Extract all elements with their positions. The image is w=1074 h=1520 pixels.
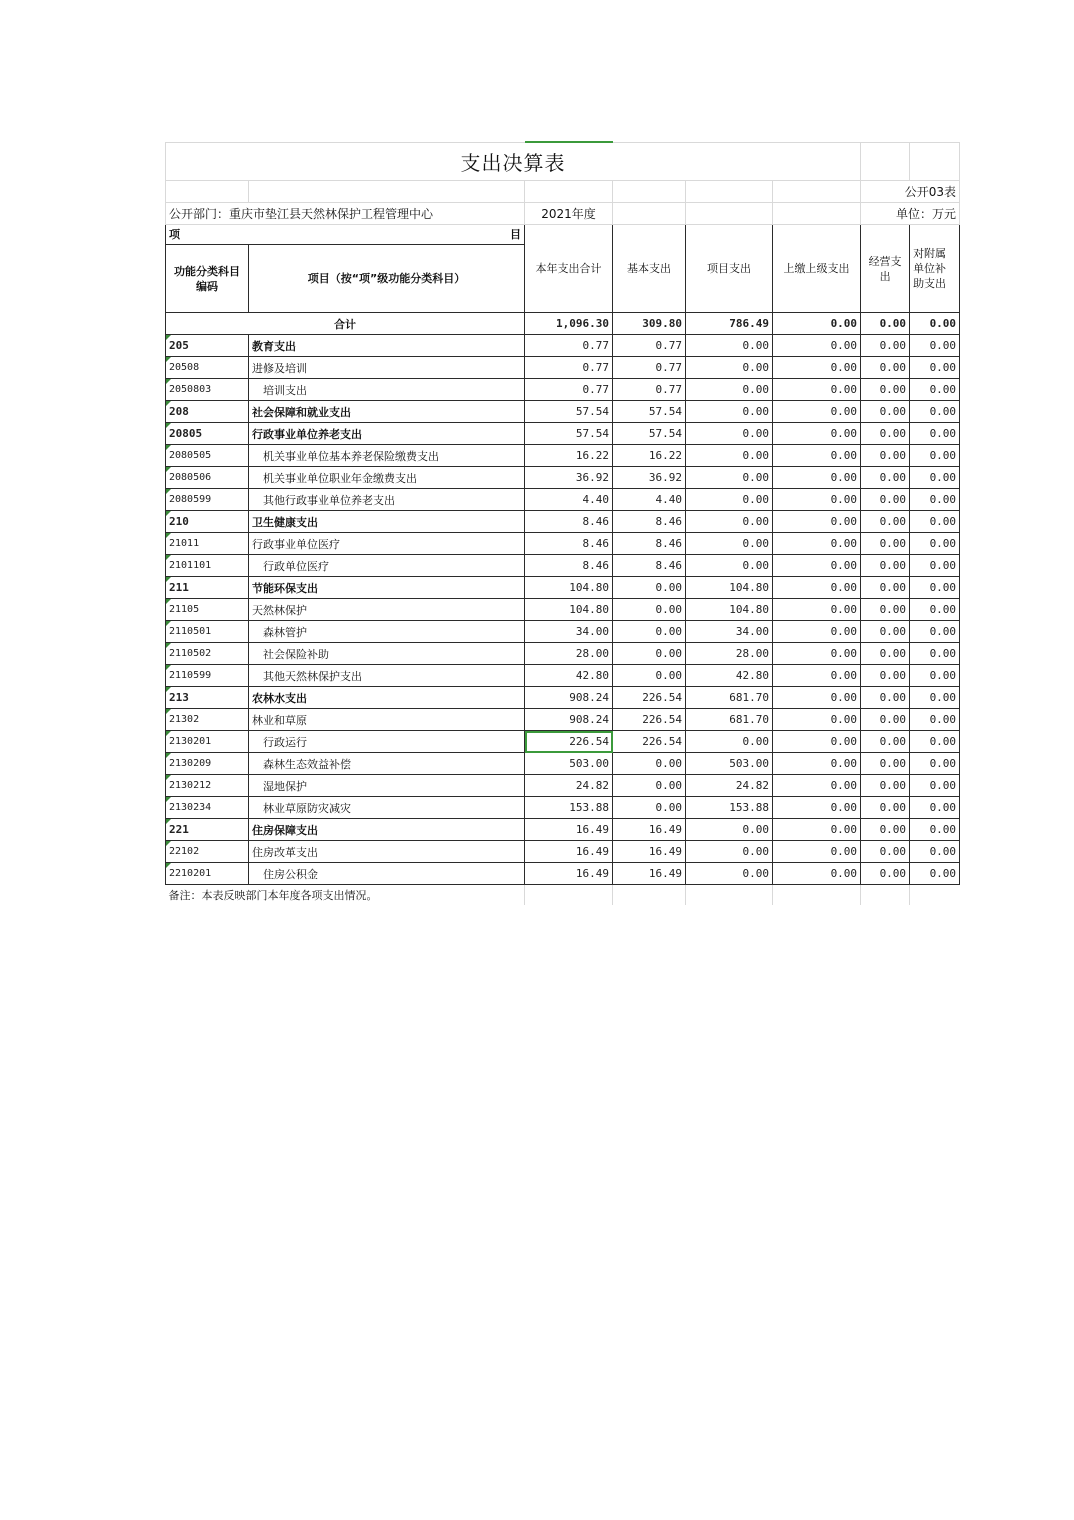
name-cell[interactable]: 机关事业单位职业年金缴费支出 <box>249 467 525 489</box>
value-cell[interactable]: 0.00 <box>861 841 910 863</box>
spreadsheet <box>165 142 959 905</box>
value-cell[interactable]: 0.00 <box>686 555 773 577</box>
value-cell[interactable]: 0.77 <box>613 379 686 401</box>
value-cell[interactable]: 681.70 <box>686 687 773 709</box>
value-cell[interactable]: 0.00 <box>686 511 773 533</box>
value-cell[interactable]: 16.49 <box>525 841 613 863</box>
value-cell[interactable]: 0.00 <box>910 445 960 467</box>
name-cell[interactable]: 其他行政事业单位养老支出 <box>249 489 525 511</box>
value-cell[interactable]: 0.00 <box>773 357 861 379</box>
code-cell[interactable]: 213 <box>166 687 249 709</box>
code-cell[interactable]: 2110502 <box>166 643 249 665</box>
table-row <box>166 841 960 863</box>
value-cell[interactable]: 0.00 <box>686 489 773 511</box>
value-cell[interactable]: 0.00 <box>861 555 910 577</box>
total-cell[interactable]: 0.00 <box>773 313 861 335</box>
value-cell[interactable]: 0.00 <box>861 489 910 511</box>
code-cell[interactable]: 2130212 <box>166 775 249 797</box>
table-row <box>166 819 960 841</box>
value-cell[interactable]: 0.00 <box>613 643 686 665</box>
form-number: 公开03表 <box>861 181 960 203</box>
code-cell[interactable]: 20805 <box>166 423 249 445</box>
name-cell[interactable]: 其他天然林保护支出 <box>249 665 525 687</box>
value-cell[interactable]: 226.54 <box>613 687 686 709</box>
name-cell[interactable]: 培训支出 <box>249 379 525 401</box>
table-row <box>166 357 960 379</box>
header-subsidy: 对附属单位补助支出 <box>910 225 960 313</box>
value-cell[interactable]: 0.77 <box>525 357 613 379</box>
name-cell[interactable]: 行政单位医疗 <box>249 555 525 577</box>
table-row <box>166 489 960 511</box>
table-row <box>166 863 960 885</box>
code-cell[interactable]: 22102 <box>166 841 249 863</box>
name-cell[interactable]: 天然林保护 <box>249 599 525 621</box>
value-cell[interactable]: 0.00 <box>910 401 960 423</box>
value-cell[interactable]: 226.54 <box>613 731 686 753</box>
value-cell[interactable]: 0.00 <box>773 709 861 731</box>
value-cell[interactable]: 0.00 <box>686 467 773 489</box>
value-cell[interactable]: 8.46 <box>525 511 613 533</box>
department-label: 公开部门：重庆市垫江县天然林保护工程管理中心 <box>166 203 525 225</box>
table-row <box>166 731 960 753</box>
header-upper: 上缴上级支出 <box>773 225 861 313</box>
header-project: 项目支出 <box>686 225 773 313</box>
value-cell[interactable]: 0.00 <box>910 621 960 643</box>
value-cell[interactable]: 0.00 <box>861 797 910 819</box>
name-cell[interactable]: 住房改革支出 <box>249 841 525 863</box>
value-cell[interactable]: 36.92 <box>525 467 613 489</box>
table-row <box>166 379 960 401</box>
value-cell[interactable]: 0.00 <box>910 841 960 863</box>
name-cell[interactable]: 住房保障支出 <box>249 819 525 841</box>
table-row <box>166 621 960 643</box>
value-cell[interactable]: 0.00 <box>861 687 910 709</box>
code-cell[interactable]: 2110501 <box>166 621 249 643</box>
value-cell[interactable]: 8.46 <box>525 533 613 555</box>
value-cell[interactable]: 0.00 <box>773 489 861 511</box>
code-cell[interactable]: 2101101 <box>166 555 249 577</box>
value-cell[interactable]: 0.00 <box>686 445 773 467</box>
value-cell[interactable]: 0.00 <box>910 643 960 665</box>
code-cell[interactable]: 2050803 <box>166 379 249 401</box>
value-cell[interactable]: 0.00 <box>613 775 686 797</box>
value-cell[interactable]: 0.00 <box>910 489 960 511</box>
table-row <box>166 511 960 533</box>
code-cell[interactable]: 21105 <box>166 599 249 621</box>
value-cell[interactable]: 16.22 <box>525 445 613 467</box>
value-cell[interactable]: 0.00 <box>686 533 773 555</box>
name-cell[interactable]: 森林管护 <box>249 621 525 643</box>
page-title: 支出决算表 <box>166 143 861 181</box>
code-cell[interactable]: 2210201 <box>166 863 249 885</box>
value-cell[interactable]: 0.00 <box>773 665 861 687</box>
value-cell[interactable]: 153.88 <box>525 797 613 819</box>
value-cell[interactable]: 57.54 <box>613 401 686 423</box>
value-cell[interactable]: 0.00 <box>861 511 910 533</box>
code-cell[interactable]: 211 <box>166 577 249 599</box>
value-cell[interactable]: 57.54 <box>525 423 613 445</box>
code-cell[interactable]: 2080505 <box>166 445 249 467</box>
value-cell[interactable]: 24.82 <box>525 775 613 797</box>
value-cell[interactable]: 8.46 <box>525 555 613 577</box>
value-cell[interactable]: 42.80 <box>525 665 613 687</box>
value-cell[interactable]: 0.00 <box>773 819 861 841</box>
column-selection-marker <box>525 141 613 143</box>
value-cell[interactable]: 8.46 <box>613 533 686 555</box>
unit-label: 单位：万元 <box>861 203 960 225</box>
value-cell[interactable]: 0.00 <box>773 621 861 643</box>
value-cell[interactable]: 0.00 <box>910 577 960 599</box>
name-cell[interactable]: 行政事业单位养老支出 <box>249 423 525 445</box>
value-cell[interactable]: 0.00 <box>910 797 960 819</box>
name-cell[interactable]: 卫生健康支出 <box>249 511 525 533</box>
value-cell[interactable]: 28.00 <box>525 643 613 665</box>
code-cell[interactable]: 20508 <box>166 357 249 379</box>
value-cell[interactable]: 0.00 <box>910 687 960 709</box>
total-cell[interactable]: 1,096.30 <box>525 313 613 335</box>
value-cell[interactable]: 0.00 <box>773 445 861 467</box>
total-label: 合计 <box>166 313 525 335</box>
value-cell[interactable]: 4.40 <box>525 489 613 511</box>
value-cell[interactable]: 0.00 <box>861 335 910 357</box>
table-row <box>166 599 960 621</box>
name-cell[interactable]: 节能环保支出 <box>249 577 525 599</box>
total-cell[interactable]: 0.00 <box>910 313 960 335</box>
value-cell[interactable]: 0.00 <box>861 863 910 885</box>
table-row <box>166 555 960 577</box>
table-note: 备注：本表反映部门本年度各项支出情况。 <box>166 885 525 905</box>
table-row <box>166 335 960 357</box>
value-cell[interactable]: 16.49 <box>613 863 686 885</box>
value-cell[interactable]: 34.00 <box>525 621 613 643</box>
value-cell[interactable]: 0.00 <box>910 511 960 533</box>
value-cell[interactable]: 0.00 <box>773 841 861 863</box>
total-cell[interactable]: 786.49 <box>686 313 773 335</box>
value-cell[interactable]: 0.00 <box>861 379 910 401</box>
value-cell[interactable]: 0.00 <box>773 643 861 665</box>
value-cell[interactable]: 16.49 <box>613 819 686 841</box>
value-cell[interactable]: 0.77 <box>613 335 686 357</box>
name-cell[interactable]: 机关事业单位基本养老保险缴费支出 <box>249 445 525 467</box>
value-cell[interactable]: 16.49 <box>613 841 686 863</box>
value-cell[interactable]: 0.00 <box>773 731 861 753</box>
value-cell[interactable]: 28.00 <box>686 643 773 665</box>
value-cell[interactable]: 503.00 <box>525 753 613 775</box>
code-cell[interactable]: 21011 <box>166 533 249 555</box>
header-code: 功能分类科目编码 <box>166 245 249 313</box>
header-xiang-mu: 项 目 <box>166 225 525 245</box>
value-cell[interactable]: 0.00 <box>613 577 686 599</box>
value-cell[interactable]: 0.00 <box>773 797 861 819</box>
value-cell[interactable]: 34.00 <box>686 621 773 643</box>
value-cell[interactable]: 0.00 <box>910 357 960 379</box>
value-cell[interactable]: 0.00 <box>910 467 960 489</box>
table-row <box>166 709 960 731</box>
header-basic: 基本支出 <box>613 225 686 313</box>
value-cell[interactable]: 57.54 <box>613 423 686 445</box>
value-cell[interactable]: 0.00 <box>910 335 960 357</box>
name-cell[interactable]: 林业草原防灾减灾 <box>249 797 525 819</box>
expenditure-table <box>165 142 960 905</box>
name-cell[interactable]: 教育支出 <box>249 335 525 357</box>
value-cell[interactable]: 0.00 <box>861 775 910 797</box>
value-cell[interactable]: 0.00 <box>686 819 773 841</box>
value-cell[interactable]: 0.00 <box>773 863 861 885</box>
table-row <box>166 797 960 819</box>
header-name: 项目（按“项”级功能分类科目） <box>249 245 525 313</box>
value-cell[interactable]: 0.77 <box>525 335 613 357</box>
name-cell[interactable]: 社会保障和就业支出 <box>249 401 525 423</box>
value-cell[interactable]: 4.40 <box>613 489 686 511</box>
table-row <box>166 577 960 599</box>
total-cell[interactable]: 309.80 <box>613 313 686 335</box>
value-cell[interactable]: 503.00 <box>686 753 773 775</box>
name-cell[interactable]: 行政运行 <box>249 731 525 753</box>
value-cell[interactable]: 36.92 <box>613 467 686 489</box>
code-cell[interactable]: 2110599 <box>166 665 249 687</box>
value-cell[interactable]: 104.80 <box>686 577 773 599</box>
value-cell[interactable]: 0.00 <box>613 797 686 819</box>
code-cell[interactable]: 205 <box>166 335 249 357</box>
value-cell[interactable]: 0.00 <box>613 753 686 775</box>
value-cell[interactable]: 226.54 <box>613 709 686 731</box>
total-row <box>166 313 960 335</box>
value-cell[interactable]: 0.00 <box>773 511 861 533</box>
name-cell[interactable]: 社会保险补助 <box>249 643 525 665</box>
value-cell[interactable]: 908.24 <box>525 687 613 709</box>
value-cell[interactable]: 0.00 <box>686 863 773 885</box>
value-cell[interactable]: 0.00 <box>773 401 861 423</box>
table-row <box>166 533 960 555</box>
name-cell[interactable]: 森林生态效益补偿 <box>249 753 525 775</box>
value-cell[interactable]: 0.00 <box>910 819 960 841</box>
value-cell[interactable]: 0.00 <box>910 753 960 775</box>
value-cell[interactable]: 681.70 <box>686 709 773 731</box>
value-cell[interactable]: 908.24 <box>525 709 613 731</box>
selected-cell[interactable]: 226.54 <box>525 731 613 753</box>
code-cell[interactable]: 21302 <box>166 709 249 731</box>
code-cell[interactable]: 2080599 <box>166 489 249 511</box>
value-cell[interactable]: 0.00 <box>910 709 960 731</box>
value-cell[interactable]: 0.00 <box>861 599 910 621</box>
value-cell[interactable]: 24.82 <box>686 775 773 797</box>
value-cell[interactable]: 8.46 <box>613 555 686 577</box>
value-cell[interactable]: 0.77 <box>613 357 686 379</box>
value-cell[interactable]: 0.00 <box>773 555 861 577</box>
name-cell[interactable]: 农林水支出 <box>249 687 525 709</box>
table-row <box>166 467 960 489</box>
value-cell[interactable]: 0.00 <box>861 819 910 841</box>
header-business: 经营支出 <box>861 225 910 313</box>
value-cell[interactable]: 0.00 <box>861 621 910 643</box>
value-cell[interactable]: 153.88 <box>686 797 773 819</box>
code-cell[interactable]: 2130201 <box>166 731 249 753</box>
value-cell[interactable]: 0.00 <box>861 357 910 379</box>
name-cell[interactable]: 住房公积金 <box>249 863 525 885</box>
value-cell[interactable]: 0.00 <box>773 577 861 599</box>
table-row <box>166 401 960 423</box>
value-cell[interactable]: 0.00 <box>773 379 861 401</box>
value-cell[interactable]: 0.00 <box>686 335 773 357</box>
value-cell[interactable]: 0.00 <box>773 467 861 489</box>
name-cell[interactable]: 林业和草原 <box>249 709 525 731</box>
code-cell[interactable]: 2130234 <box>166 797 249 819</box>
value-cell[interactable]: 0.00 <box>686 423 773 445</box>
value-cell[interactable]: 0.00 <box>686 357 773 379</box>
value-cell[interactable]: 0.00 <box>773 775 861 797</box>
value-cell[interactable]: 0.00 <box>910 775 960 797</box>
table-row <box>166 445 960 467</box>
value-cell[interactable]: 0.00 <box>686 731 773 753</box>
value-cell[interactable]: 0.00 <box>910 555 960 577</box>
value-cell[interactable]: 0.00 <box>861 753 910 775</box>
value-cell[interactable]: 0.00 <box>910 863 960 885</box>
value-cell[interactable]: 0.00 <box>910 379 960 401</box>
value-cell[interactable]: 8.46 <box>613 511 686 533</box>
value-cell[interactable]: 0.00 <box>861 643 910 665</box>
value-cell[interactable]: 0.00 <box>773 423 861 445</box>
table-row <box>166 665 960 687</box>
code-cell[interactable]: 210 <box>166 511 249 533</box>
value-cell[interactable]: 0.00 <box>861 709 910 731</box>
year-label: 2021年度 <box>525 203 613 225</box>
value-cell[interactable]: 104.80 <box>525 577 613 599</box>
value-cell[interactable]: 0.00 <box>686 841 773 863</box>
value-cell[interactable]: 0.00 <box>773 599 861 621</box>
value-cell[interactable]: 16.49 <box>525 863 613 885</box>
value-cell[interactable]: 0.00 <box>910 599 960 621</box>
value-cell[interactable]: 0.00 <box>686 379 773 401</box>
value-cell[interactable]: 0.00 <box>910 533 960 555</box>
total-cell[interactable]: 0.00 <box>861 313 910 335</box>
value-cell[interactable]: 104.80 <box>525 599 613 621</box>
table-row <box>166 687 960 709</box>
value-cell[interactable]: 0.00 <box>773 335 861 357</box>
value-cell[interactable]: 0.00 <box>773 687 861 709</box>
table-row <box>166 643 960 665</box>
value-cell[interactable]: 0.00 <box>861 467 910 489</box>
value-cell[interactable]: 16.49 <box>525 819 613 841</box>
value-cell[interactable]: 0.00 <box>861 423 910 445</box>
table-row <box>166 753 960 775</box>
header-total: 本年支出合计 <box>525 225 613 313</box>
value-cell[interactable]: 0.00 <box>773 753 861 775</box>
value-cell[interactable]: 0.77 <box>525 379 613 401</box>
table-row <box>166 423 960 445</box>
table-row <box>166 775 960 797</box>
code-cell[interactable]: 208 <box>166 401 249 423</box>
value-cell[interactable]: 0.00 <box>861 445 910 467</box>
name-cell[interactable]: 湿地保护 <box>249 775 525 797</box>
value-cell[interactable]: 0.00 <box>861 401 910 423</box>
value-cell[interactable]: 16.22 <box>613 445 686 467</box>
code-cell[interactable]: 221 <box>166 819 249 841</box>
value-cell[interactable]: 0.00 <box>773 533 861 555</box>
value-cell[interactable]: 0.00 <box>861 731 910 753</box>
value-cell[interactable]: 57.54 <box>525 401 613 423</box>
code-cell[interactable]: 2130209 <box>166 753 249 775</box>
value-cell[interactable]: 0.00 <box>861 533 910 555</box>
value-cell[interactable]: 0.00 <box>613 621 686 643</box>
value-cell[interactable]: 0.00 <box>861 665 910 687</box>
value-cell[interactable]: 104.80 <box>686 599 773 621</box>
value-cell[interactable]: 0.00 <box>613 665 686 687</box>
code-cell[interactable]: 2080506 <box>166 467 249 489</box>
value-cell[interactable]: 0.00 <box>910 731 960 753</box>
value-cell[interactable]: 0.00 <box>686 401 773 423</box>
value-cell[interactable]: 0.00 <box>910 665 960 687</box>
name-cell[interactable]: 行政事业单位医疗 <box>249 533 525 555</box>
value-cell[interactable]: 0.00 <box>910 423 960 445</box>
value-cell[interactable]: 0.00 <box>613 599 686 621</box>
value-cell[interactable]: 42.80 <box>686 665 773 687</box>
name-cell[interactable]: 进修及培训 <box>249 357 525 379</box>
value-cell[interactable]: 0.00 <box>861 577 910 599</box>
